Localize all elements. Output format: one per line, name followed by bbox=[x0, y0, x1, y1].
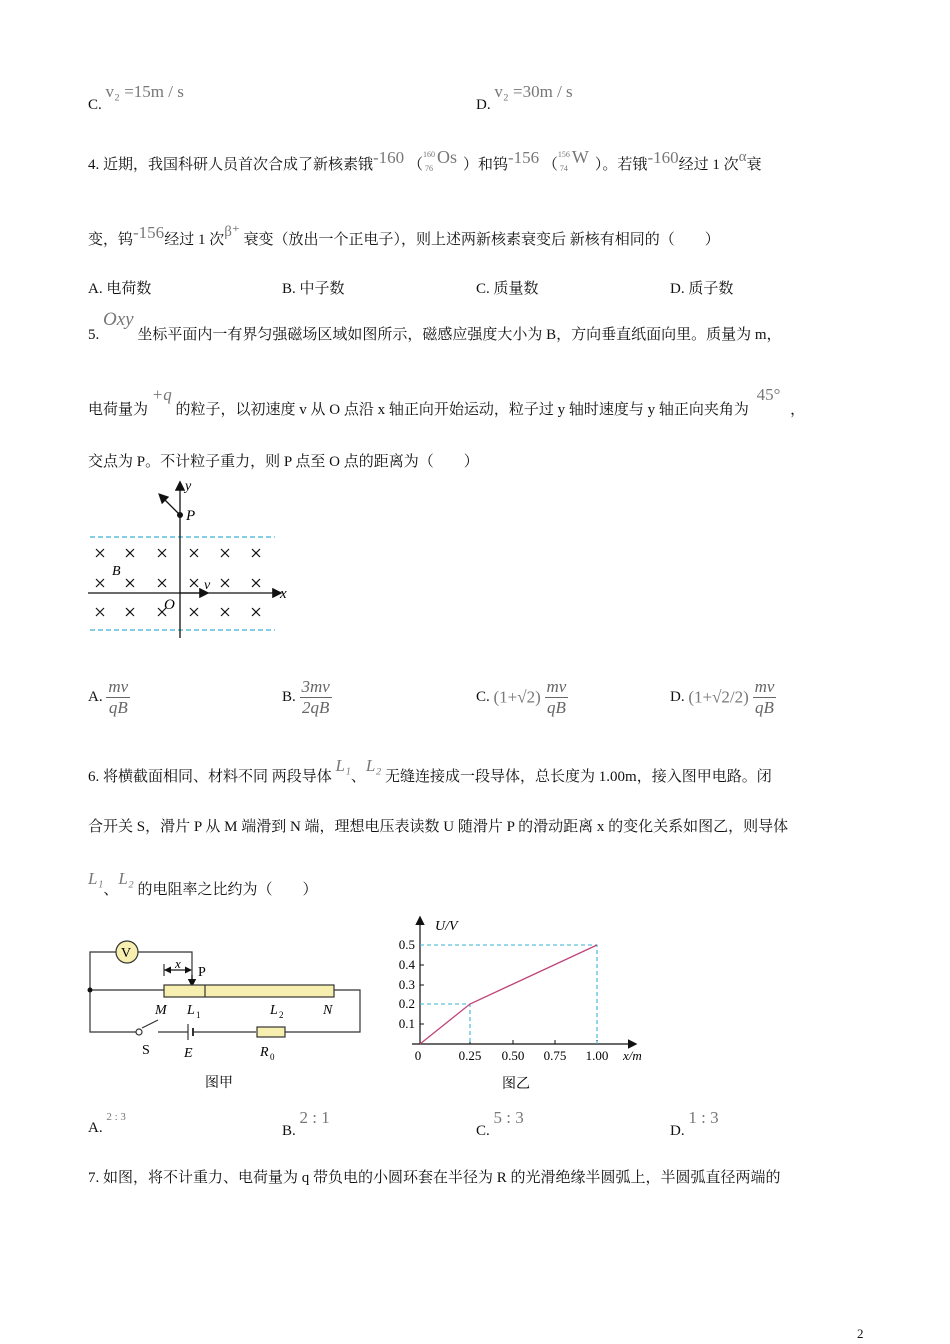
option-label: D. bbox=[670, 281, 685, 297]
fraction bbox=[545, 677, 569, 718]
option-ratio: 2 : 1 bbox=[299, 1108, 330, 1127]
denominator: qB bbox=[108, 698, 128, 717]
text: 经过 1 次 bbox=[678, 157, 739, 173]
q5-line-2 bbox=[88, 385, 806, 419]
option-label: A. bbox=[88, 281, 103, 297]
y-axis-label: y bbox=[185, 479, 192, 494]
text: 合开关 S，滑片 P 从 M 端滑到 N 端，理想电压表读数 U 随滑片 P 的滑动距离 x 的变化关系如图乙，则导体 bbox=[88, 819, 789, 835]
x-tick: 0 bbox=[414, 1048, 422, 1063]
option-text: 质子数 bbox=[688, 281, 734, 297]
w-mass: -156 bbox=[507, 148, 540, 167]
q3-option-d bbox=[476, 82, 573, 114]
fraction bbox=[106, 677, 130, 718]
prefix-term: (1+√2/2) bbox=[688, 687, 749, 707]
option-label: D. bbox=[670, 1123, 685, 1139]
l1-subscript: 1 bbox=[196, 1010, 201, 1020]
os-symbol: Os bbox=[436, 147, 457, 167]
q6-line-2 bbox=[88, 815, 788, 836]
slider-p-label: P bbox=[198, 965, 206, 980]
y-tick: 0.4 bbox=[398, 957, 415, 972]
q5-line-1 bbox=[88, 309, 782, 345]
option-text: 质量数 bbox=[493, 281, 539, 297]
option-label: C. bbox=[476, 1123, 490, 1139]
text: 衰变（放出一个正电子），则上述两新核素衰变后 新核有相同的（ ） bbox=[243, 232, 720, 248]
angle-value: 45° bbox=[756, 385, 781, 404]
q5-line-3 bbox=[88, 450, 479, 471]
l2-symbol: L₂ bbox=[365, 756, 382, 775]
q5-magnetic-field-figure bbox=[80, 475, 310, 645]
numerator: 3mv bbox=[301, 677, 330, 696]
end-n-label: N bbox=[323, 1003, 333, 1018]
separator: 、 bbox=[103, 882, 119, 898]
option-label: D. bbox=[476, 97, 491, 113]
q6-line-1 bbox=[88, 756, 772, 786]
text: 的电阻率之比约为（ ） bbox=[137, 882, 318, 898]
figure-caption: 图甲 bbox=[205, 1076, 233, 1091]
q6-option-a bbox=[88, 1111, 126, 1137]
option-formula: v₂ =30m / s bbox=[494, 82, 573, 101]
u-x-line bbox=[420, 945, 597, 1044]
q6-line-3 bbox=[88, 869, 318, 899]
x-tick: 0.75 bbox=[543, 1048, 567, 1063]
denominator: 2qB bbox=[301, 698, 330, 717]
fraction bbox=[753, 677, 777, 718]
q5-option-d bbox=[670, 677, 776, 718]
text: 4. 近期，我国科研人员首次合成了新核素锇 bbox=[88, 157, 374, 173]
circuit-figure-jia bbox=[80, 920, 380, 1100]
q5-option-b bbox=[282, 677, 332, 718]
option-text: 电荷数 bbox=[106, 281, 152, 297]
option-ratio: 2 : 3 bbox=[106, 1111, 126, 1123]
q4-line-2 bbox=[88, 223, 720, 249]
text: 变，钨 bbox=[88, 232, 134, 248]
option-ratio: 5 : 3 bbox=[493, 1108, 524, 1127]
l2-symbol: L₂ bbox=[118, 869, 134, 888]
point-p-label: P bbox=[186, 508, 196, 524]
origin-label: O bbox=[164, 597, 175, 613]
q3-option-c bbox=[88, 82, 184, 114]
l2-subscript: 2 bbox=[279, 1010, 284, 1020]
q4-option-c bbox=[476, 277, 539, 298]
text: 坐标平面内一有界匀强磁场区域如图所示，磁感应强度大小为 B，方向垂直纸面向里。质量为 m， bbox=[137, 327, 782, 343]
q6-option-b bbox=[282, 1108, 330, 1140]
os-z: 76 bbox=[424, 164, 433, 173]
beta-symbol: β⁺ bbox=[224, 224, 240, 240]
y-tick: 0.3 bbox=[398, 977, 415, 992]
option-ratio: 1 : 3 bbox=[688, 1108, 719, 1127]
option-label: C. bbox=[476, 281, 490, 297]
prefix-term: (1+√2) bbox=[493, 687, 541, 707]
option-label: B. bbox=[282, 688, 296, 705]
end-m-label: M bbox=[155, 1003, 167, 1018]
resistor-subscript: 0 bbox=[270, 1052, 275, 1062]
oxy-symbol: Oxy bbox=[103, 309, 134, 330]
text: 衰 bbox=[746, 157, 762, 173]
os-mass: -160 bbox=[373, 148, 405, 167]
w-a: 156 bbox=[557, 150, 570, 159]
q4-option-d bbox=[670, 277, 733, 298]
text: 经过 1 次 bbox=[164, 232, 225, 248]
numerator: mv bbox=[546, 677, 567, 696]
option-label: C. bbox=[88, 97, 102, 113]
os-mass: -160 bbox=[647, 148, 679, 167]
option-formula: v₂ =15m / s bbox=[105, 82, 184, 101]
alpha-symbol: α bbox=[738, 149, 747, 165]
q5-option-c bbox=[476, 677, 568, 718]
denominator: qB bbox=[755, 698, 774, 717]
option-label: B. bbox=[282, 1123, 296, 1139]
x-tick: 0.50 bbox=[501, 1048, 525, 1063]
question-number: 5. bbox=[88, 327, 100, 343]
numerator: mv bbox=[108, 677, 129, 696]
text: 无缝连接成一段导体，总长度为 1.00m，接入图甲电路。闭 bbox=[385, 769, 772, 785]
y-tick: 0.5 bbox=[398, 937, 415, 952]
option-label: D. bbox=[670, 688, 685, 705]
w-symbol: W bbox=[571, 147, 589, 167]
q7-line-1 bbox=[88, 1166, 781, 1187]
switch-label: S bbox=[142, 1043, 150, 1058]
resistor-label: R bbox=[260, 1045, 269, 1060]
denominator: qB bbox=[546, 698, 566, 717]
q6-option-d bbox=[670, 1108, 719, 1140]
field-b-label: B bbox=[112, 564, 121, 579]
x-tick: 1.00 bbox=[585, 1048, 609, 1063]
q5-option-a bbox=[88, 677, 130, 718]
q4-line-1: 4. 近期，我国科研人员首次合成了新核素锇-160 （$^{160}$76Os ）和钨-156 （$^{156}$74W ）。若锇-160经过 1 次α衰 bbox=[88, 147, 762, 173]
battery-label: E bbox=[184, 1046, 193, 1061]
q4-option-a bbox=[88, 277, 151, 298]
text: ， bbox=[790, 402, 806, 418]
text: 的粒子，以初速度 v 从 O 点沿 x 轴正向开始运动，粒子过 y 轴时速度与 y 轴正向夹角为 bbox=[175, 402, 749, 418]
w-z: 74 bbox=[559, 164, 568, 173]
w-mass: -156 bbox=[133, 223, 165, 242]
y-axis-label: U/V bbox=[435, 919, 458, 934]
l1-symbol: L₁ bbox=[88, 869, 104, 888]
figure-caption: 图乙 bbox=[502, 1077, 530, 1092]
y-tick: 0.2 bbox=[398, 996, 415, 1011]
velocity-label: v bbox=[204, 578, 211, 593]
option-label: C. bbox=[476, 688, 490, 705]
l2-label: L bbox=[270, 1003, 278, 1018]
page-number: 2 bbox=[857, 1326, 864, 1341]
text: ）和钨 bbox=[462, 157, 508, 173]
option-label: A. bbox=[88, 688, 103, 705]
text: 6. 将横截面相同、材料不同 两段导体 bbox=[88, 769, 332, 785]
text: ）。若锇 bbox=[594, 157, 648, 173]
text: 7. 如图，将不计重力、电荷量为 q 带负电的小圆环套在半径为 R 的光滑绝缘半圆弧上，半圆弧直径两端的 bbox=[88, 1170, 781, 1186]
l1-symbol: L₁ bbox=[335, 756, 351, 775]
option-label: B. bbox=[282, 281, 296, 297]
q6-option-c bbox=[476, 1108, 524, 1140]
os-a: 160 bbox=[422, 150, 435, 159]
separator: 、 bbox=[350, 769, 366, 785]
x-label: x bbox=[175, 956, 181, 971]
fraction bbox=[300, 677, 332, 718]
x-axis-label: x bbox=[280, 586, 287, 602]
text: 交点为 P。不计粒子重力，则 P 点至 O 点的距离为（ ） bbox=[88, 454, 479, 470]
x-axis-label: x/m bbox=[623, 1048, 642, 1063]
y-tick: 0.1 bbox=[398, 1016, 415, 1031]
text: 电荷量为 bbox=[88, 402, 149, 418]
numerator: mv bbox=[754, 677, 775, 696]
option-text: 中子数 bbox=[299, 281, 345, 297]
voltmeter-label: V bbox=[121, 946, 132, 961]
x-tick: 0.25 bbox=[458, 1048, 482, 1063]
option-label: A. bbox=[88, 1120, 103, 1136]
l1-label: L bbox=[187, 1003, 195, 1018]
chart-figure-yi bbox=[390, 910, 660, 1100]
charge-symbol: +q bbox=[151, 385, 172, 404]
q4-option-b bbox=[282, 277, 345, 298]
